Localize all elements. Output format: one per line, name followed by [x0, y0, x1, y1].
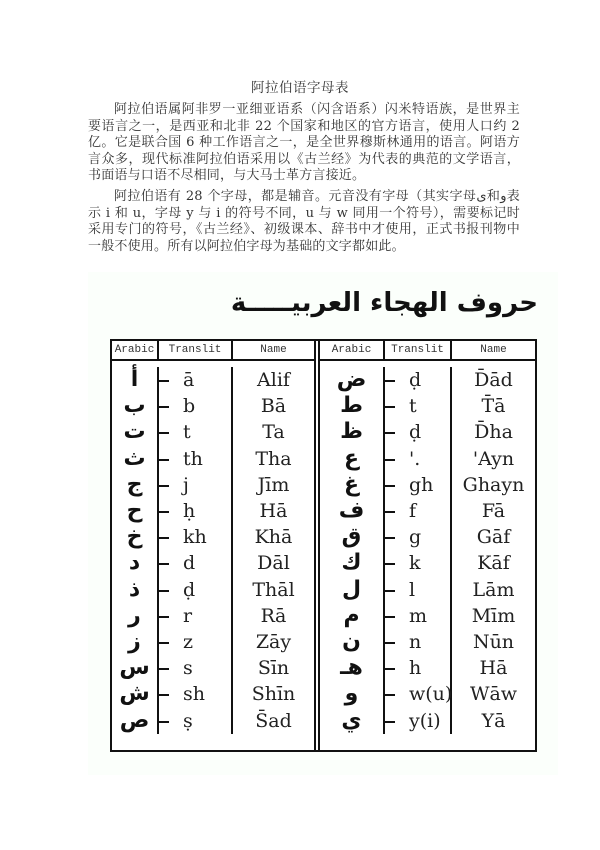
tick-mark [159, 537, 169, 539]
translit-value: k [409, 552, 421, 575]
letter-name-cell [452, 419, 535, 445]
translit-cell [159, 707, 233, 733]
arabic-letter-cell [320, 707, 385, 733]
table-header-left [112, 341, 314, 361]
letter-name: Gāf [476, 526, 511, 549]
letter-name-cell [452, 629, 535, 655]
translit-cell [385, 524, 452, 550]
translit-cell [159, 629, 233, 655]
arabic-letter-cell [112, 655, 159, 681]
translit-cell [159, 367, 233, 393]
letter-name-cell [452, 367, 535, 393]
tick-mark [385, 459, 395, 461]
tick-mark [385, 511, 395, 513]
translit-cell [385, 707, 452, 733]
letter-name: D̄ha [474, 421, 513, 444]
arabic-letter: ك [341, 550, 362, 576]
table-row [320, 681, 535, 707]
arabic-letter: و [344, 681, 359, 707]
table-row [320, 446, 535, 472]
table-row [320, 707, 535, 733]
translit-value: ā [183, 369, 195, 392]
table-row [320, 524, 535, 550]
translit-value: g [409, 526, 422, 549]
table-row [320, 367, 535, 393]
translit-cell [385, 419, 452, 445]
tick-mark [385, 537, 395, 539]
arabic-letter-cell [320, 655, 385, 681]
translit-value: ṣ [183, 709, 193, 732]
translit-value: s [183, 657, 193, 680]
letter-name-cell [452, 393, 535, 419]
figure-arabic-title: حروف الهجاء العربيـــــة [230, 288, 538, 318]
table-right-half [320, 341, 535, 750]
document-title: 阿拉伯语字母表 [251, 80, 349, 96]
table-row [320, 577, 535, 603]
tick-mark [159, 432, 169, 434]
translit-value: b [183, 395, 196, 418]
letter-name: Wāw [469, 683, 518, 706]
tick-mark [159, 616, 169, 618]
translit-value: r [183, 604, 193, 627]
arabic-letter-cell [112, 681, 159, 707]
arabic-letter: ظ [340, 419, 363, 445]
tick-mark [159, 406, 169, 408]
arabic-letter: ذ [128, 576, 141, 602]
letter-name-cell [233, 367, 314, 393]
letter-name: Alif [257, 369, 290, 392]
double-divider-line [314, 341, 316, 750]
translit-cell [385, 655, 452, 681]
tick-mark [385, 563, 395, 565]
letter-name: Bā [260, 395, 287, 418]
translit-cell [159, 472, 233, 498]
letter-name: Dāl [257, 552, 290, 575]
translit-value: kh [183, 526, 207, 549]
tick-mark [385, 721, 395, 723]
translit-value: d [183, 552, 196, 575]
translit-cell [385, 629, 452, 655]
header-name: Name [480, 344, 507, 356]
letter-name: Fā [481, 500, 506, 523]
letter-name-cell [452, 707, 535, 733]
letter-name: S̄ad [255, 709, 292, 732]
translit-value: ḍ [409, 421, 422, 444]
arabic-letter-cell [112, 524, 159, 550]
header-arabic: Arabic [112, 341, 159, 359]
table-row [320, 498, 535, 524]
translit-value: ḍ [409, 369, 422, 392]
arabic-letter: م [343, 602, 360, 628]
translit-cell [385, 550, 452, 576]
translit-cell [385, 367, 452, 393]
translit-cell [159, 603, 233, 629]
arabic-letter: ز [128, 628, 141, 654]
letter-name-cell [233, 446, 314, 472]
tick-mark [385, 380, 395, 382]
letter-name-cell [233, 524, 314, 550]
arabic-letter-cell [112, 498, 159, 524]
letter-name: Nūn [472, 630, 515, 653]
letter-name-cell [233, 681, 314, 707]
tick-mark [159, 380, 169, 382]
arabic-letter: ق [341, 524, 362, 550]
translit-cell [159, 577, 233, 603]
arabic-letter: غ [343, 471, 360, 497]
translit-value: z [183, 630, 194, 653]
letter-name-cell [233, 707, 314, 733]
table-row [320, 629, 535, 655]
tick-mark [385, 694, 395, 696]
translit-value: t [409, 395, 417, 418]
letter-name-cell [233, 550, 314, 576]
translit-cell [385, 393, 452, 419]
arabic-letter-cell [112, 446, 159, 472]
arabic-letter: ث [123, 445, 146, 471]
letter-name: Hā [479, 657, 508, 680]
letter-name: Sīn [257, 657, 290, 680]
translit-cell [159, 419, 233, 445]
arabic-letter-cell [320, 629, 385, 655]
letter-name-cell [233, 577, 314, 603]
letter-name-cell [452, 577, 535, 603]
letter-name-cell [452, 446, 535, 472]
arabic-letter-cell [320, 393, 385, 419]
letter-name-cell [233, 603, 314, 629]
arabic-letter: أ [130, 367, 139, 393]
translit-value: y(i) [409, 709, 441, 732]
table-row [112, 681, 314, 707]
tick-mark [385, 668, 395, 670]
tick-mark [159, 459, 169, 461]
arabic-letter: د [128, 550, 141, 576]
arabic-letter: ر [128, 602, 141, 628]
translit-value: m [409, 604, 428, 627]
table-row [112, 472, 314, 498]
letter-name: Shīn [251, 683, 296, 706]
translit-value: j [183, 473, 189, 496]
tick-mark [159, 668, 169, 670]
tick-mark [159, 590, 169, 592]
translit-cell [385, 498, 452, 524]
table-row [112, 524, 314, 550]
letter-name: Ghayn [462, 473, 525, 496]
arabic-letter: ن [342, 628, 361, 654]
table-row [112, 550, 314, 576]
arabic-letter: ي [341, 707, 362, 733]
table-row [112, 419, 314, 445]
letter-name: Tha [255, 447, 292, 470]
table-row [112, 367, 314, 393]
arabic-letter-cell [112, 550, 159, 576]
translit-cell [159, 498, 233, 524]
translit-value: '. [409, 447, 421, 470]
letter-name-cell [452, 472, 535, 498]
letter-name: Kāf [477, 552, 510, 575]
table-row [320, 655, 535, 681]
translit-value: n [409, 630, 422, 653]
translit-cell [159, 524, 233, 550]
tick-mark [159, 642, 169, 644]
letter-name: 'Ayn [472, 447, 515, 470]
letter-name-cell [233, 472, 314, 498]
letter-name-cell [233, 419, 314, 445]
tick-mark [385, 642, 395, 644]
arabic-letter-cell [112, 393, 159, 419]
translit-value: l [409, 578, 416, 601]
tick-mark [385, 485, 395, 487]
translit-value: ḥ [183, 500, 196, 523]
tick-mark [159, 511, 169, 513]
letter-name-cell [233, 393, 314, 419]
arabic-letter-cell [320, 550, 385, 576]
letter-name: Rā [260, 604, 287, 627]
table-row [320, 550, 535, 576]
table-row [112, 707, 314, 733]
tick-mark [159, 563, 169, 565]
tick-mark [385, 406, 395, 408]
arabic-letter: ش [119, 681, 150, 707]
letter-name-cell [452, 681, 535, 707]
translit-cell [385, 577, 452, 603]
translit-cell [159, 393, 233, 419]
arabic-letter: ت [123, 419, 146, 445]
table-row [112, 446, 314, 472]
letter-name: Lām [472, 578, 515, 601]
translit-cell [385, 681, 452, 707]
paragraph-intro: 阿拉伯语属阿非罗一亚细亚语系（闪含语系）闪米特语族，是世界主要语言之一，是西亚和北非 22 个国家和地区的官方语言，使用人口约 2 亿。它是联合国 6 种工作语言之一，是全世界穆斯林通用的语言。阿语方言众多，现代标准阿拉伯语采用以《古兰经》为代表的典范的文学语言，书面语与口语不尽相同，与大马士革方言接近。 [88, 102, 520, 184]
translit-cell [159, 550, 233, 576]
letter-name-cell [233, 629, 314, 655]
tick-mark [385, 616, 395, 618]
arabic-letter-cell [320, 681, 385, 707]
arabic-letter: ل [341, 576, 362, 602]
table-row [320, 419, 535, 445]
translit-value: t [183, 421, 191, 444]
arabic-letter-cell [320, 446, 385, 472]
arabic-letter-cell [320, 577, 385, 603]
arabic-letter: خ [126, 524, 143, 550]
table-row [112, 655, 314, 681]
table-header-right [320, 341, 535, 361]
tick-mark [159, 694, 169, 696]
letter-name: Thāl [252, 578, 295, 601]
arabic-letter-cell [320, 524, 385, 550]
arabic-letter-cell [112, 419, 159, 445]
arabic-letter: س [119, 655, 150, 681]
arabic-letter: ب [123, 393, 146, 419]
translit-cell [159, 446, 233, 472]
letter-name-cell [452, 524, 535, 550]
header-name: Name [260, 344, 287, 356]
translit-value: gh [409, 473, 434, 496]
letter-name-cell [452, 550, 535, 576]
arabic-letter: ع [343, 445, 360, 471]
letter-name-cell [233, 655, 314, 681]
tick-mark [385, 590, 395, 592]
letter-name: Khā [254, 526, 293, 549]
arabic-letter: ص [119, 707, 150, 733]
letter-name: Yā [481, 709, 506, 732]
letter-name-cell [452, 655, 535, 681]
tick-mark [385, 432, 395, 434]
arabic-letter-cell [320, 472, 385, 498]
alphabet-figure [88, 272, 558, 775]
letter-name: Jīm [257, 473, 290, 496]
table-row [112, 393, 314, 419]
letter-name: D̄ād [474, 369, 513, 392]
paragraph-letters: 阿拉伯语有 28 个字母，都是辅音。元音没有字母（其实字母ى和و表示 i 和 u，字母 y 与 i 的符号不同，u 与 w 同用一个符号），需要标记时采用专门的符号，《古兰经》、初级课本、辞书中才使用，正式书报刊物中一般不使用。所有以阿拉伯字母为基础的文字都如此。 [88, 189, 520, 254]
arabic-letter: ف [338, 498, 365, 524]
arabic-letter: ج [126, 471, 143, 497]
letter-name: Mīm [471, 604, 516, 627]
arabic-letter-cell [320, 419, 385, 445]
translit-cell [385, 603, 452, 629]
arabic-letter-cell [320, 603, 385, 629]
translit-value: f [409, 500, 417, 523]
table-body-right [320, 361, 535, 750]
table-row [112, 629, 314, 655]
translit-cell [159, 681, 233, 707]
letter-name: T̄ā [481, 395, 506, 418]
translit-cell [385, 472, 452, 498]
arabic-letter-cell [112, 472, 159, 498]
header-translit: Translit [385, 341, 452, 359]
header-arabic: Arabic [320, 341, 385, 359]
letter-name: Ta [262, 421, 285, 444]
arabic-letter-cell [112, 603, 159, 629]
letter-name-cell [233, 498, 314, 524]
table-row [320, 472, 535, 498]
table-row [320, 603, 535, 629]
arabic-letter-cell [320, 498, 385, 524]
arabic-letter: هـ [340, 655, 363, 681]
arabic-letter-cell [112, 629, 159, 655]
table-row [112, 603, 314, 629]
letter-name-cell [452, 603, 535, 629]
letter-name: Hā [259, 500, 288, 523]
translit-value: ḍ [183, 578, 196, 601]
header-translit: Translit [159, 341, 233, 359]
table-left-half [112, 341, 314, 750]
arabic-letter: ط [340, 393, 363, 419]
table-row [112, 498, 314, 524]
table-row [112, 577, 314, 603]
translit-cell [159, 655, 233, 681]
letter-name-cell [452, 498, 535, 524]
arabic-letter-cell [112, 367, 159, 393]
arabic-letter-cell [112, 577, 159, 603]
arabic-letter: ض [336, 367, 367, 393]
arabic-letter-cell [320, 367, 385, 393]
translit-value: w(u) [409, 683, 453, 706]
translit-value: th [183, 447, 203, 470]
tick-mark [159, 485, 169, 487]
alphabet-table [110, 339, 537, 752]
tick-mark [159, 721, 169, 723]
table-body-left [112, 361, 314, 750]
arabic-letter-cell [112, 707, 159, 733]
translit-value: sh [183, 683, 205, 706]
translit-cell [385, 446, 452, 472]
translit-value: h [409, 657, 422, 680]
table-row [320, 393, 535, 419]
arabic-letter: ح [126, 498, 143, 524]
letter-name: Zāy [255, 630, 292, 653]
